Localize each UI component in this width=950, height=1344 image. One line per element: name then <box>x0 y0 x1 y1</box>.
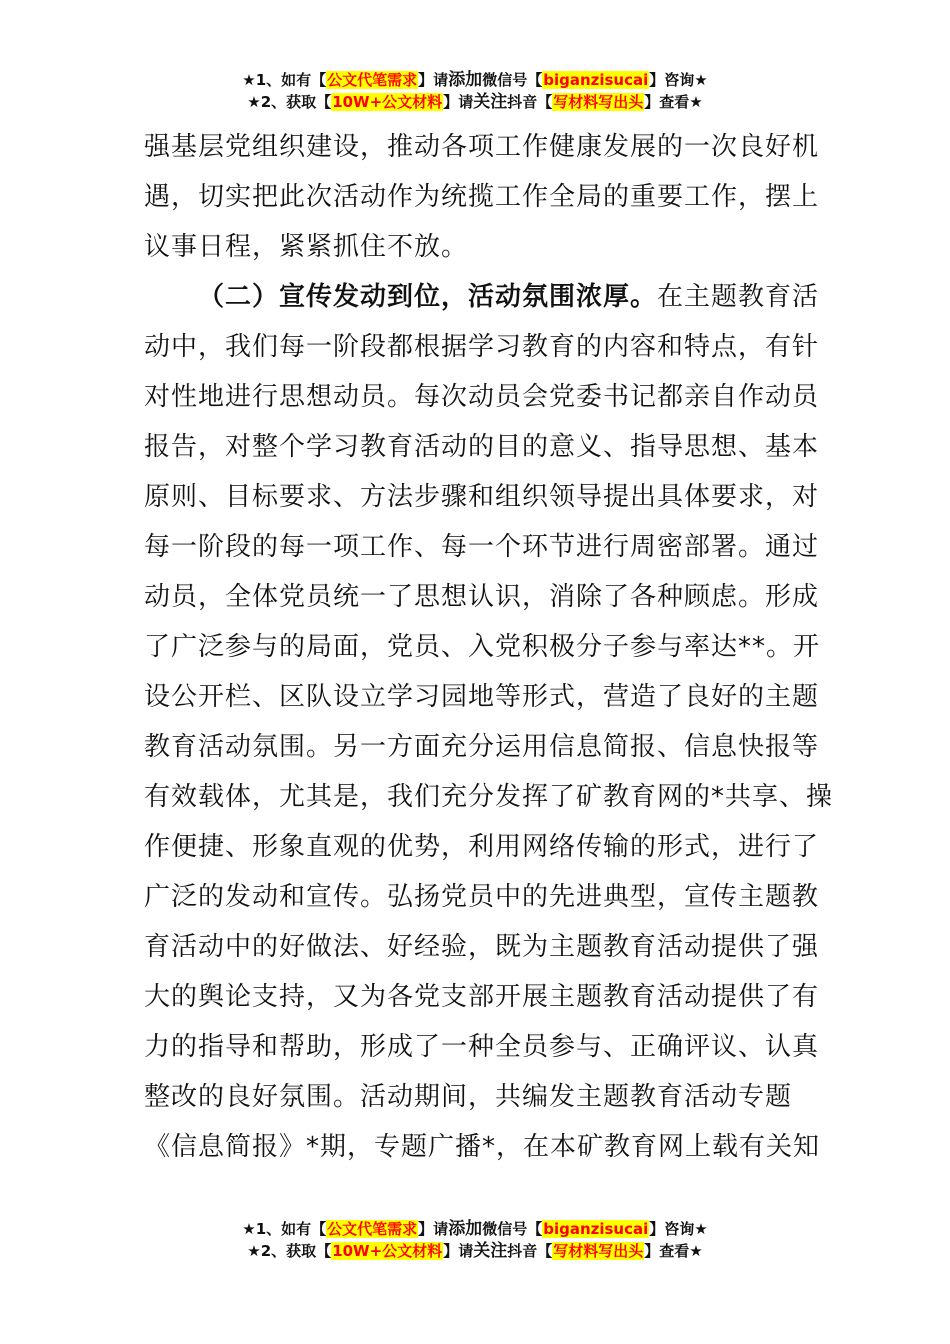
body-line: 议事日程，紧紧抓住不放。 <box>144 232 469 262</box>
body-line: 教育活动氛围。另一方面充分运用信息简报、信息快报等 <box>144 732 820 762</box>
document-body <box>144 122 834 1172</box>
body-line: 每一阶段的每一项工作、每一个环节进行周密部署。通过 <box>144 532 820 562</box>
body-line: 有效载体，尤其是，我们充分发挥了矿教育网的*共享、操 <box>144 782 834 812</box>
section-heading-line: （二）宣传发动到位，活动氛围浓厚。在主题教育活 <box>198 282 820 312</box>
banner-line-2: ★2、获取【10W+公文材料】请关注抖音【写材料写出头】查看★ <box>247 1241 703 1261</box>
section-heading: （二）宣传发动到位，活动氛围浓厚。 <box>198 282 658 312</box>
banner-line-2: ★2、获取【10W+公文材料】请关注抖音【写材料写出头】查看★ <box>247 92 703 112</box>
footer-banner <box>0 1218 950 1262</box>
banner-highlight: 10W+公文材料 <box>332 1242 443 1260</box>
banner-highlight-douyin: 写材料写出头 <box>553 1242 644 1260</box>
banner-highlight: 公文代笔需求 <box>327 1220 418 1238</box>
body-line: 力的指导和帮助，形成了一种全员参与、正确评议、认真 <box>144 1032 820 1062</box>
banner-highlight-wechat: biganzisucai <box>543 1220 649 1238</box>
body-line: 作便捷、形象直观的优势，利用网络传输的形式，进行了 <box>144 832 820 862</box>
body-line: 对性地进行思想动员。每次动员会党委书记都亲自作动员 <box>144 382 820 412</box>
body-line: 广泛的发动和宣传。弘扬党员中的先进典型，宣传主题教 <box>144 882 820 912</box>
body-line: 报告，对整个学习教育活动的目的意义、指导思想、基本 <box>144 432 820 462</box>
banner-highlight: 10W+公文材料 <box>332 93 443 111</box>
body-line: 育活动中的好做法、好经验，既为主题教育活动提供了强 <box>144 932 820 962</box>
body-line: 原则、目标要求、方法步骤和组织领导提出具体要求，对 <box>144 482 820 512</box>
banner-line-1: ★1、如有【公文代笔需求】请添加微信号【biganzisucai】咨询★ <box>242 70 708 90</box>
banner-line-1: ★1、如有【公文代笔需求】请添加微信号【biganzisucai】咨询★ <box>242 1219 708 1239</box>
header-banner <box>0 69 950 113</box>
body-line: 《信息简报》*期，专题广播*，在本矿教育网上载有关知 <box>144 1132 821 1162</box>
body-line: 整改的良好氛围。活动期间，共编发主题教育活动专题 <box>144 1082 793 1112</box>
body-line: 了广泛参与的局面，党员、入党积极分子参与率达**。开 <box>144 632 821 662</box>
banner-highlight: 公文代笔需求 <box>327 71 418 89</box>
body-line: 动中，我们每一阶段都根据学习教育的内容和特点，有针 <box>144 332 820 362</box>
body-line: 遇，切实把此次活动作为统揽工作全局的重要工作，摆上 <box>144 182 820 212</box>
body-line: 强基层党组织建设，推动各项工作健康发展的一次良好机 <box>144 132 820 162</box>
body-line: 动员，全体党员统一了思想认识，消除了各种顾虑。形成 <box>144 582 820 612</box>
body-line: 大的舆论支持，又为各党支部开展主题教育活动提供了有 <box>144 982 820 1012</box>
body-line: 设公开栏、区队设立学习园地等形式，营造了良好的主题 <box>144 682 820 712</box>
banner-highlight-douyin: 写材料写出头 <box>553 93 644 111</box>
banner-highlight-wechat: biganzisucai <box>543 71 649 89</box>
